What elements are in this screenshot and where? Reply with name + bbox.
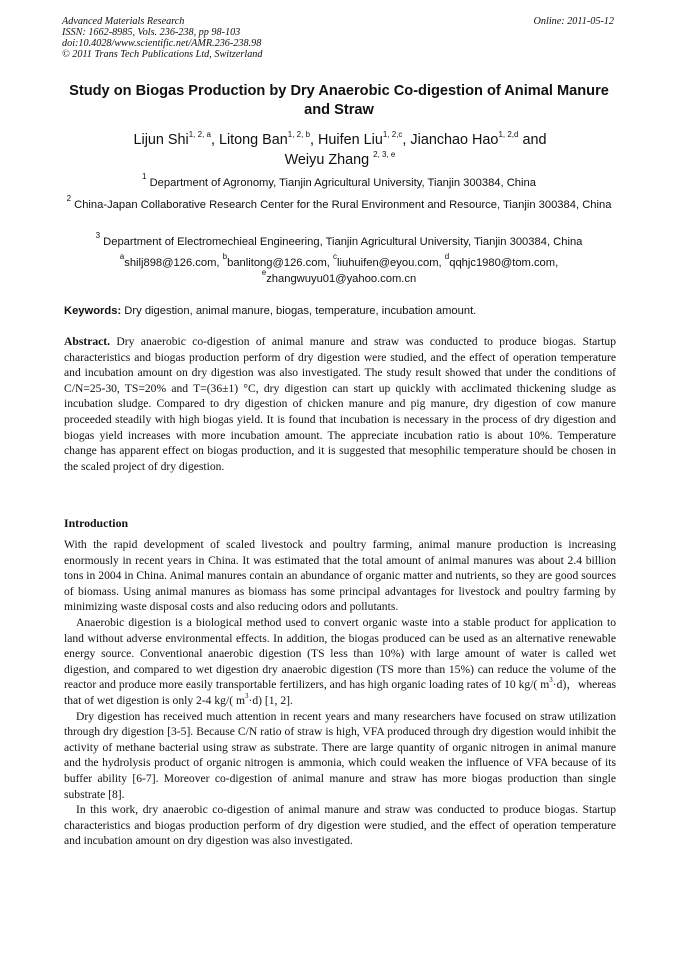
email-link[interactable]: zhangwuyu01@yahoo.com.cn [266, 273, 417, 285]
email-sup: e [261, 268, 267, 277]
author-sup: 1, 2, b [287, 130, 311, 139]
paragraph: Dry digestion has received much attention in recent years and many researchers have focused on straw utilization through dry digestion [3-5]. Because C/N ratio of straw is high, VFA produced through dry digestion would inhibit the activity of methane bacterial using straw as substrate. There are large quantity of organic nitrogen in animal manure and the hydrolysis product of organic nitrogen is ammonia, which could weaken the influence of VFA because of its buffer ability [6-7]. Moreover co-digestion of animal manure and straw has more biogas production than single substrate [8]. [64, 709, 616, 801]
author-list [70, 130, 610, 170]
email-sup: b [222, 252, 228, 261]
section-heading: Introduction [64, 516, 129, 530]
keywords-text: Dry digestion, animal manure, biogas, temperature, incubation amount. [121, 305, 477, 317]
online-date: Online: 2011-05-12 [533, 16, 614, 27]
affiliation-text: Department of Agronomy, Tianjin Agricultural University, Tianjin 300384, China [149, 177, 536, 189]
author-sep: , [402, 132, 411, 148]
issn-line: ISSN: 1662-8985, Vols. 236-238, pp 98-103 [62, 27, 241, 38]
affiliation-3 [60, 231, 618, 250]
keywords [64, 304, 618, 319]
journal-name: Advanced Materials Research [62, 16, 185, 27]
affiliation-text: China-Japan Collaborative Research Center for the Rural Environment and Resource, Tianjin 300384, China [74, 199, 612, 211]
paper-title: Study on Biogas Production by Dry Anaerobic Co-digestion of Animal Manure and Straw [69, 83, 609, 118]
email-link[interactable]: qqhjc1980@tom.com, [449, 257, 559, 269]
email-sup: c [333, 252, 337, 261]
affiliation-sup: 3 [95, 231, 101, 240]
email-list [60, 252, 618, 287]
keywords-label: Keywords: [64, 305, 122, 317]
affiliation-sup: 2 [66, 194, 72, 203]
journal-header [62, 16, 442, 60]
paragraph-text: ·d)，whereas that of wet digestion is only 2-4 kg/( m [64, 678, 616, 707]
affiliation-2 [60, 194, 618, 213]
author-sep: and [518, 132, 547, 148]
email-sup: d [444, 252, 450, 261]
superscript: 3 [549, 676, 553, 685]
author-name: Jianchao Hao [410, 132, 499, 148]
abstract-label: Abstract. [64, 335, 111, 348]
email-link[interactable]: banlitong@126.com, [227, 257, 333, 269]
author-name: Weiyu Zhang [284, 152, 370, 168]
email-link[interactable]: liuhuifen@eyou.com, [337, 257, 445, 269]
author-sep: , [310, 132, 319, 148]
paragraph: With the rapid development of scaled livestock and poultry farming, animal manure production is increasing enormously in recent years in China. It was estimated that the total amount of animal manures was about 2.4 billion tons in 2004 in China. Animal manures contain an abundance of organic matter and nutrients, so they are good sources of biomass. Using animal manures as biomass has some principal advantages for livestock and poultry farming by minimizing waste disposal costs and also reducing odors and pollutants. [64, 538, 616, 614]
author-sup: 2, 3, e [373, 150, 396, 159]
author-sup: 1, 2,c [382, 130, 403, 139]
author-name: Lijun Shi [133, 132, 189, 148]
affiliation-1 [60, 172, 618, 191]
copyright-line: © 2011 Trans Tech Publications Ltd, Switzerland [62, 49, 263, 60]
affiliation-text: Department of Electromechieal Engineering, Tianjin Agricultural University, Tianjin 300384, China [103, 236, 583, 248]
email-sup: a [119, 252, 125, 261]
email-link[interactable]: shilj898@126.com, [124, 257, 223, 269]
author-name: Litong Ban [218, 132, 288, 148]
abstract-text: Dry anaerobic co-digestion of animal manure and straw was conducted to produce biogas. Startup characteristics and biogas production perform of dry digestion were studied, and the effect of operation temperature and incubation amount on dry digestion was also investigated. The study result showed that under the conditions of C/N=25-30, TS=20% and T=(36±1) °C, dry digestion can start up quickly with acclimated thickening sludge as incubation sludge. Compared to dry digestion of chicken manure and pig manure, dry digestion of cow manure proceeded steadily with high biogas yield. It is found that incubation is necessary in the process of dry digestion and biogas yield increases with more incubation amount. The appreciate incubation ratio is about 10%. Temperature change has apparent effect on biogas production, and it is suggested that mesophilic temperature should be chosen in the scaled project of dry digestion. [64, 335, 616, 473]
paragraph-text: Anaerobic digestion is a biological method used to convert organic waste into a stable product for application to land without adverse environmental effects. In addition, the biogas produced can be used as an alternative renewable energy source. Conventional anaerobic digestion (TS less than 10%) with large amount of water is called wet digestion, and compared to wet digestion dry anaerobic digestion (TS more than 15%) can reduce the volume of the reactor and produce more easily transportable fertilizers, and has high organic loading rates of 10 kg/( m [64, 615, 616, 692]
superscript: 3 [244, 691, 249, 700]
affiliation-sup: 1 [142, 172, 147, 181]
author-sup: 1, 2,d [498, 130, 519, 139]
abstract [64, 334, 616, 474]
paragraph: In this work, dry anaerobic co-digestion of animal manure and straw was conducted to produce biogas. Startup characteristics and biogas production perform of dry digestion were studied, and the effect of operation temperature and incubation amount on dry digestion was also investigated. [64, 803, 616, 848]
paragraph [64, 615, 616, 709]
doi-line: doi:10.4028/www.scientific.net/AMR.236-238.98 [62, 38, 262, 49]
author-name: Huifen Liu [318, 132, 383, 148]
author-sup: 1, 2, a [188, 130, 211, 139]
paragraph-text: ·d) [1, 2]. [248, 693, 293, 707]
author-sep: , [210, 132, 219, 148]
introduction-body [64, 537, 616, 849]
